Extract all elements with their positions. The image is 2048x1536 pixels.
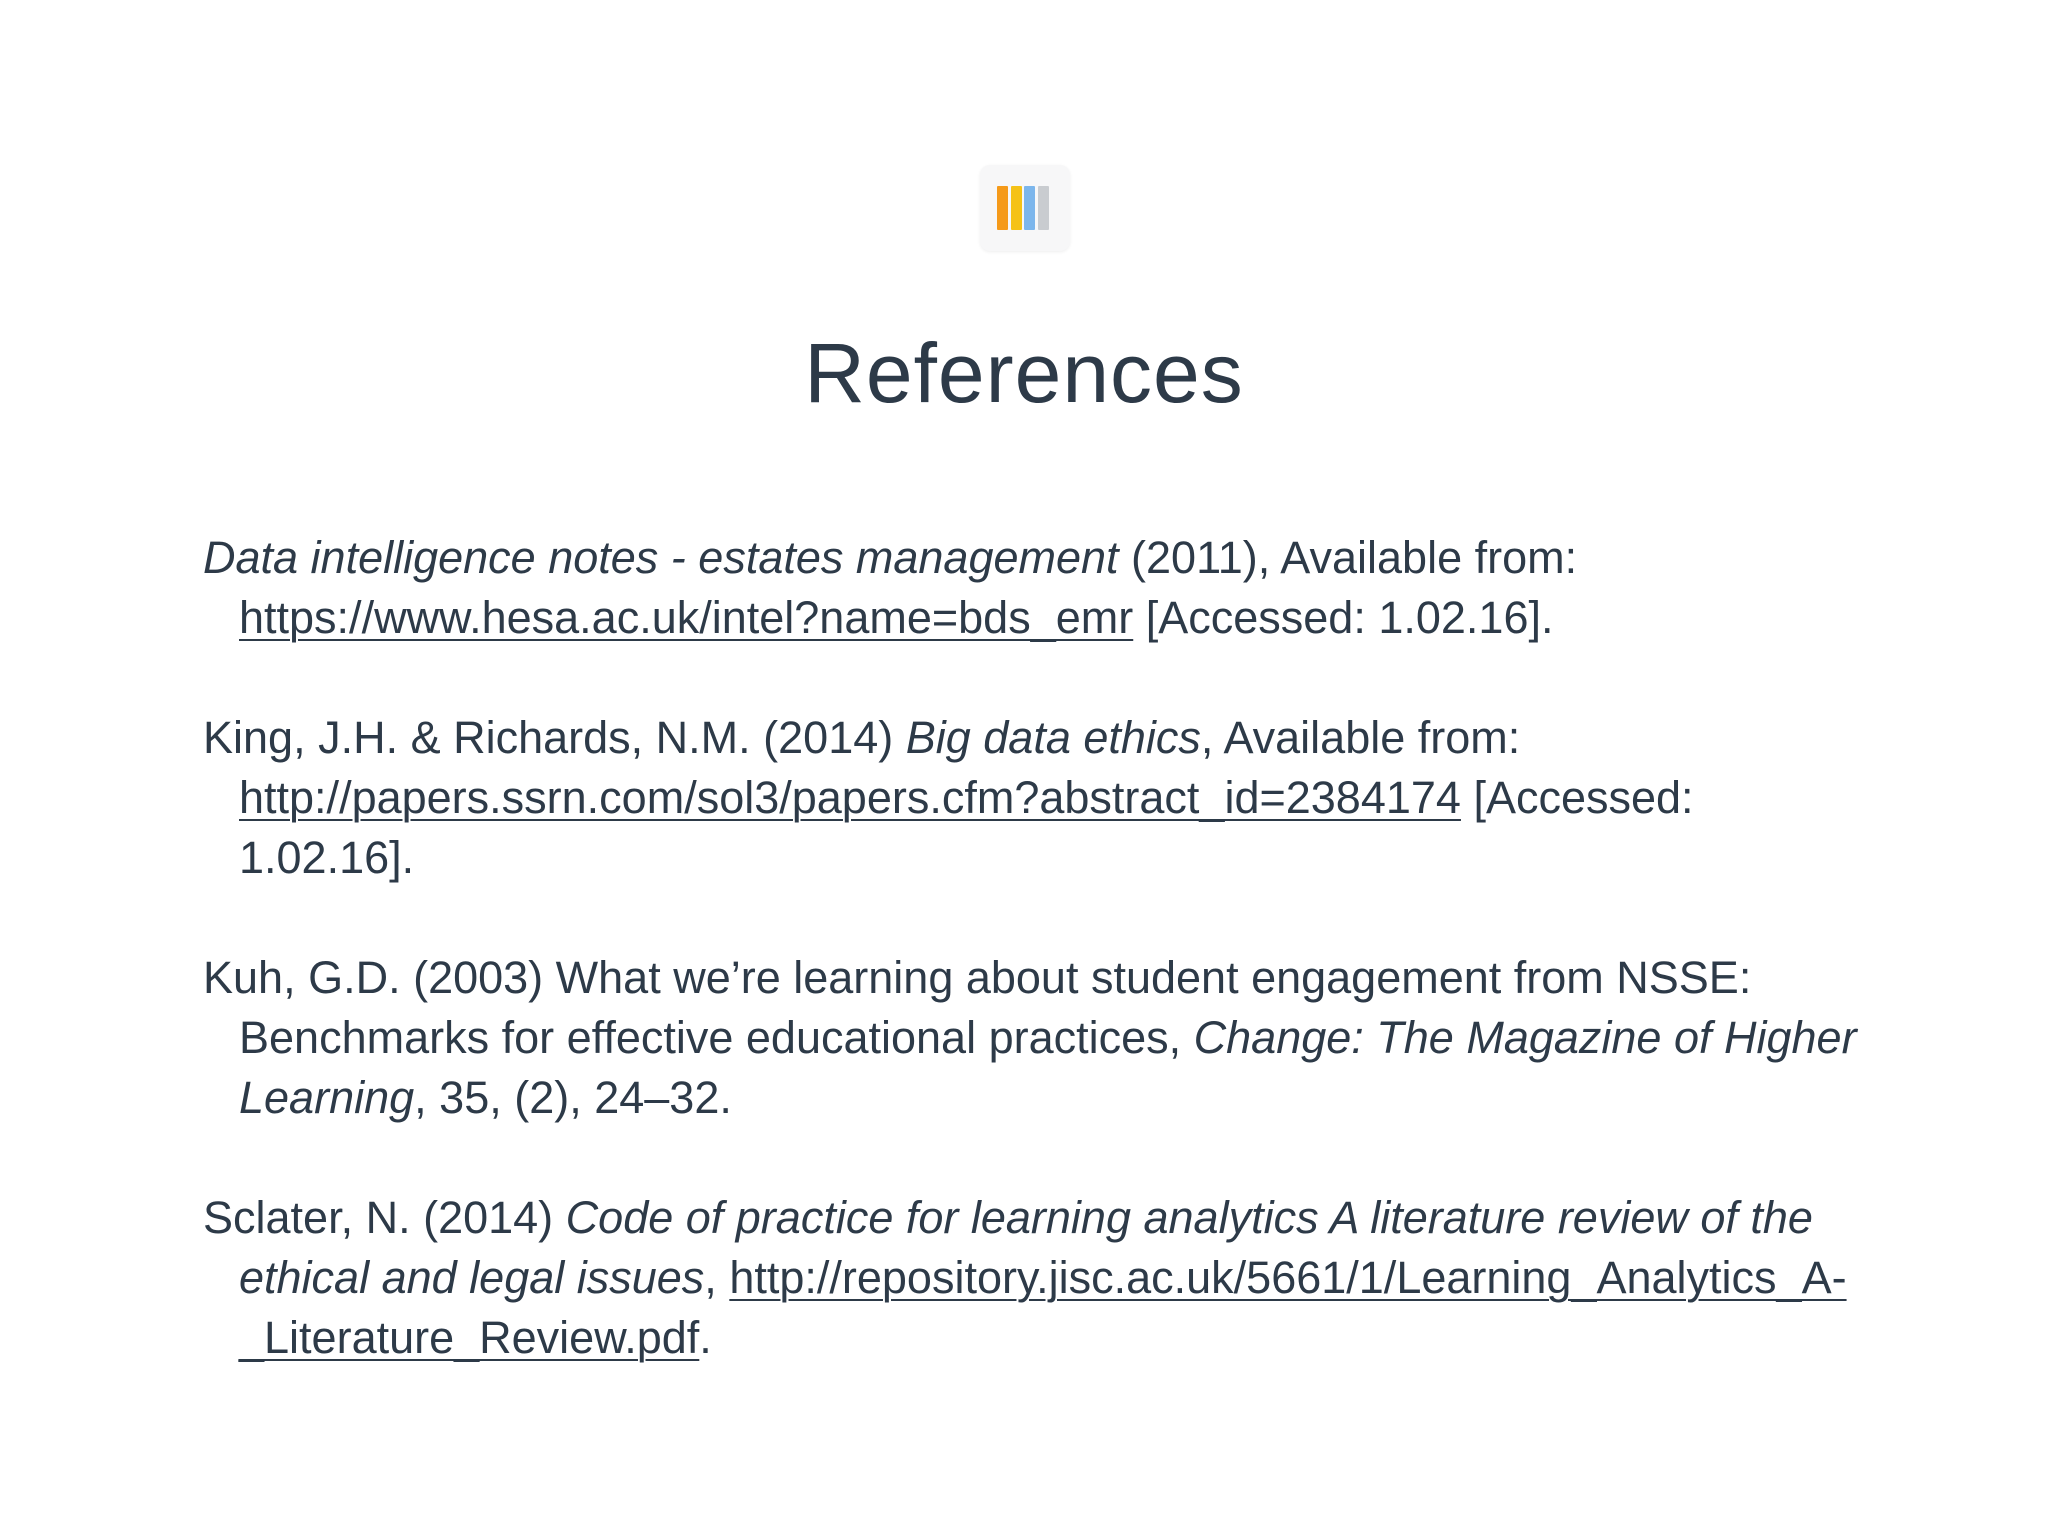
reference-text: [Accessed: 1.02.16]. [1133, 592, 1554, 643]
reference-authors: Kuh, G.D. (2003) What we’re learning about student engagement from NSSE: Benchmarks for effective educational practices, [203, 952, 1752, 1063]
page-title: References [804, 326, 1244, 420]
reference-item-kuh [203, 948, 1863, 1128]
reference-title: Code of practice for learning analytics A literature review of the ethical and legal issues [239, 1192, 1813, 1303]
logo-bar-blue [1024, 186, 1035, 230]
reference-journal: Change: The Magazine of Higher Learning [239, 1012, 1857, 1123]
app-logo-icon [980, 165, 1070, 251]
reference-text: , Available from: [1200, 712, 1521, 763]
logo-bar-yellow [1011, 186, 1022, 230]
reference-text: [Accessed: 1.02.16]. [239, 772, 1694, 883]
reference-link[interactable]: http://repository.jisc.ac.uk/5661/1/Learning_Analytics_A-_Literature_Review.pdf [239, 1252, 1847, 1363]
reference-title: Big data ethics [905, 712, 1201, 763]
reference-item-hesa [203, 528, 1863, 648]
logo-bar-gray [1038, 186, 1049, 230]
reference-text: . [699, 1312, 712, 1363]
reference-text: , [704, 1252, 730, 1303]
reference-title: Data intelligence notes - estates management [203, 532, 1119, 583]
logo-bar-orange [997, 186, 1008, 230]
reference-list [203, 528, 1863, 1428]
reference-authors: Sclater, N. (2014) [203, 1192, 566, 1243]
reference-link[interactable]: http://papers.ssrn.com/sol3/papers.cfm?abstract_id=2384174 [239, 772, 1461, 823]
reference-text: , 35, (2), 24–32. [414, 1072, 732, 1123]
reference-item-sclater [203, 1188, 1863, 1368]
reference-item-king [203, 708, 1863, 888]
reference-link[interactable]: https://www.hesa.ac.uk/intel?name=bds_emr [239, 592, 1134, 643]
reference-text: (2011), Available from: [1118, 532, 1578, 583]
reference-authors: King, J.H. & Richards, N.M. (2014) [203, 712, 906, 763]
